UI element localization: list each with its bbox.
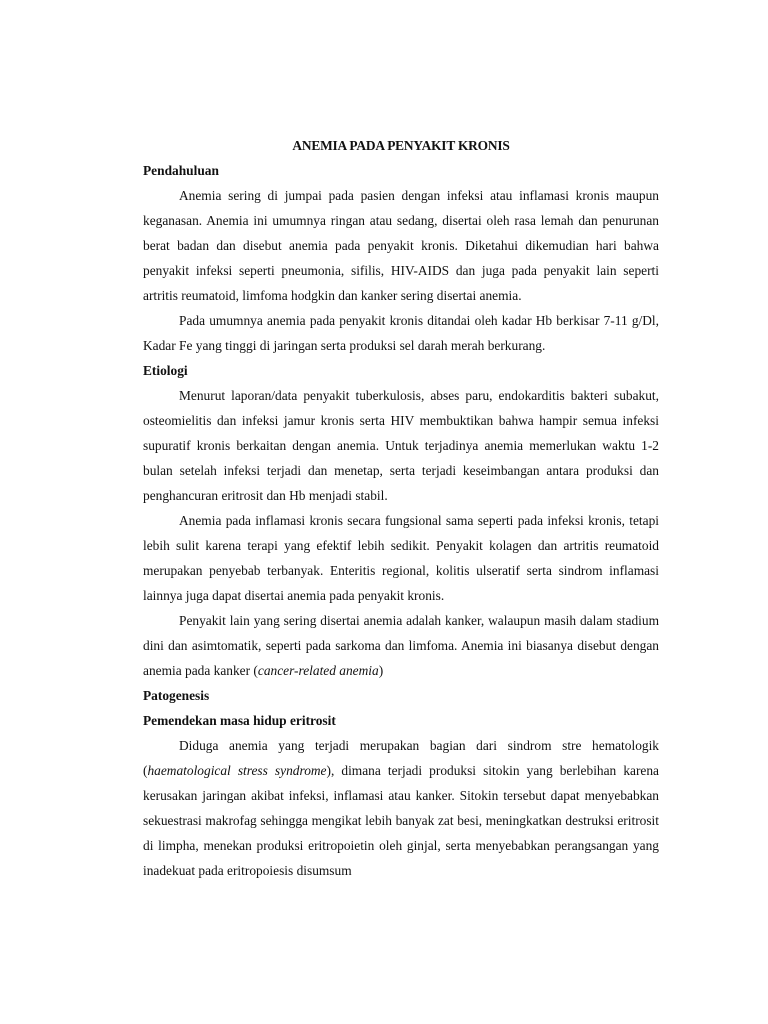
paragraph-patogenesis-1-text-b: ), dimana terjadi produksi sitokin yang berlebihan karena kerusakan jaringan akibat infeksi, inflamasi atau kanker. Sitokin tersebut dapat menyebabkan sekuestrasi makrofag sehingga mengikat lebih banyak zat besi, meningkatkan destruksi eritrosit di limpha, menekan produksi eritropoietin oleh ginjal, serta menyebabkan perangsangan yang inadekuat pada eritropoiesis disumsum [143, 763, 659, 878]
paragraph-etiologi-3-text-a: Penyakit lain yang sering disertai anemia adalah kanker, walaupun masih dalam stadium dini dan asimtomatik, seperti pada sarkoma dan limfoma. Anemia ini biasanya disebut dengan anemia pada kanker ( [143, 613, 659, 678]
paragraph-etiologi-3 [143, 608, 659, 683]
paragraph-patogenesis-1 [143, 733, 659, 883]
paragraph-patogenesis-1-text-a: Diduga anemia yang terjadi merupakan bagian dari sindrom stre hematologik ( [143, 738, 659, 778]
document-title: ANEMIA PADA PENYAKIT KRONIS [292, 138, 510, 153]
paragraph-etiologi-3-text-b: ) [378, 663, 384, 678]
paragraph-pendahuluan-2: Pada umumnya anemia pada penyakit kronis ditandai oleh kadar Hb berkisar 7-11 g/Dl, Kadar Fe yang tinggi di jaringan serta produksi sel darah merah berkurang. [143, 313, 659, 353]
document-body [143, 133, 659, 883]
paragraph-patogenesis-1-italic: haematological stress syndrome [147, 763, 327, 778]
heading-patogenesis: Patogenesis [143, 688, 210, 703]
paragraph-pendahuluan-1: Anemia sering di jumpai pada pasien dengan infeksi atau inflamasi kronis maupun keganasan. Anemia ini umumnya ringan atau sedang, disertai oleh rasa lemah dan penurunan berat badan dan disebut anemia pada penyakit kronis. Diketahui dikemudian hari bahwa penyakit infeksi seperti pneumonia, sifilis, HIV-AIDS dan juga pada penyakit lain seperti artritis reumatoid, limfoma hodgkin dan kanker sering disertai anemia. [143, 188, 659, 303]
heading-etiologi: Etiologi [143, 363, 188, 378]
paragraph-etiologi-1: Menurut laporan/data penyakit tuberkulosis, abses paru, endokarditis bakteri subakut, osteomielitis dan infeksi jamur kronis serta HIV membuktikan bahwa hampir semua infeksi supuratif kronis berkaitan dengan anemia. Untuk terjadinya anemia memerlukan waktu 1-2 bulan setelah infeksi terjadi dan menetap, serta terjadi keseimbangan antara produksi dan penghancuran eritrosit dan Hb menjadi stabil. [143, 388, 659, 503]
paragraph-etiologi-3-italic: cancer-related anemia [257, 663, 379, 678]
subheading-pemendekan: Pemendekan masa hidup eritrosit [143, 713, 336, 728]
heading-pendahuluan: Pendahuluan [143, 163, 219, 178]
paragraph-etiologi-2: Anemia pada inflamasi kronis secara fungsional sama seperti pada infeksi kronis, tetapi lebih sulit karena terapi yang efektif lebih sedikit. Penyakit kolagen dan artritis reumatoid merupakan penyebab terbanyak. Enteritis regional, kolitis ulseratif serta sindrom inflamasi lainnya juga dapat disertai anemia pada penyakit kronis. [143, 513, 659, 603]
